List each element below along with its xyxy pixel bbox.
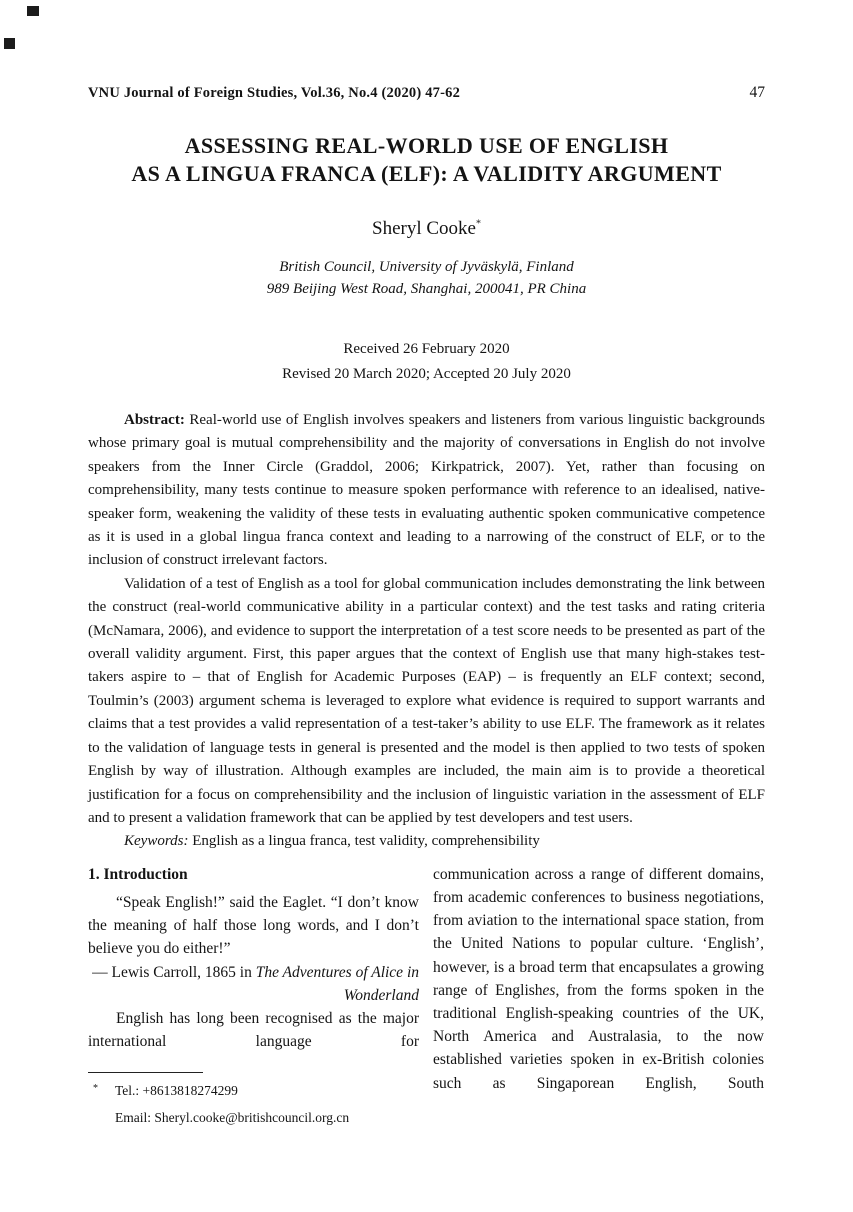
author-line — [88, 218, 765, 240]
footnote — [88, 1072, 438, 1127]
right-column — [433, 863, 764, 1095]
intro-paragraph-right-text: communication across a range of different domains, from academic conferences to business negotiations, from aviation to the international space station, from the United Nations to popular culture. ‘English’, however, is a broad term that encapsulates a growing range of English — [433, 865, 764, 999]
abstract-paragraph-2: Validation of a test of English as a tool for global communication includes demonstrating the link between the construct (real-world communicative ability in a particular context) and the test tasks and rating criteria (McNamara, 2006), and evidence to support the interpretation of a test score needs to be presented as part of the overall validity argument. First, this paper argues that the context of English use that many high-stakes test-takers aspire to – that of English for Academic Purposes (EAP) – is frequently an ELF context; second, Toulmin’s (2003) argument schema is leveraged to explore what evidence is required to support warrants and claims that a test provides a valid representation of a test-taker’s ability to use ELF. The framework as it relates to the validation of language tests in general is presented and the model is then applied to two tests of spoken English by way of illustration. Although examples are included, the main aim is to provide a theoretical justification for a focus on comprehensibility and the inclusion of linguistic variation in the assessment of ELF and to present a validation framework that can be applied by test developers and test users. — [88, 575, 765, 826]
affiliation-line1: British Council, University of Jyväskylä, Finland — [279, 259, 574, 275]
attribution-text: — Lewis Carroll, 1865 in — [92, 963, 256, 981]
affiliation — [88, 257, 765, 300]
epigraph-attribution — [88, 961, 419, 1007]
paper-title-line2: AS A LINGUA FRANCA (ELF): A VALIDITY ARGUMENT — [131, 161, 722, 186]
footnote-marker: * — [93, 1083, 98, 1094]
attribution-book-title: The Adventures of Alice in Wonderland — [255, 963, 419, 1004]
article-dates — [88, 337, 765, 387]
keywords-text: English as a lingua franca, test validity, comprehensibility — [188, 833, 540, 850]
epigraph-quote: “Speak English!” said the Eaglet. “I don’t know the meaning of half those long words, and I don’t believe you do either!” — [88, 893, 419, 958]
keywords — [88, 830, 765, 853]
paper-title — [88, 132, 765, 188]
abstract-paragraph-1-text: Real-world use of English involves speakers and listeners from various linguistic backgrounds whose primary goal is mutual comprehensibility and the majority of conversations in English do not involve speakers from the Inner Circle (Graddol, 2006; Kirkpatrick, 2007). Yet, rather than focusing on comprehensibility, many tests continue to measure spoken performance with reference to an idealised, native-speaker form, weakening the validity of these tests in evaluating authentic spoken communicative competence as it is used in a global lingua franca context and leading to a narrowing of the construct of ELF, or to the inclusion of construct irrelevant factors. — [88, 412, 766, 569]
left-column — [88, 863, 419, 1095]
scan-artifact — [27, 6, 39, 16]
intro-paragraph-right-italic: es — [542, 981, 556, 999]
footnote-email — [88, 1109, 438, 1127]
scan-artifact — [4, 38, 15, 49]
footnote-email-text: Email: Sheryl.cooke@britishcouncil.org.cn — [115, 1110, 350, 1125]
abstract-label: Abstract: — [124, 412, 185, 428]
intro-paragraph-right-text-2: , from the forms spoken in the traditional English-speaking countries of the UK, North America and Australasia, to the now established varieties spoken in ex-British colonies such as Singaporean English, South — [433, 981, 764, 1092]
received-date: Received 26 February 2020 — [343, 341, 510, 357]
page-number: 47 — [749, 84, 765, 101]
revised-accepted-date: Revised 20 March 2020; Accepted 20 July 2020 — [282, 366, 571, 382]
author-footnote-marker: * — [475, 218, 481, 230]
affiliation-line2: 989 Beijing West Road, Shanghai, 200041, PR China — [266, 280, 587, 297]
abstract-paragraph-1 — [88, 409, 765, 573]
journal-citation: VNU Journal of Foreign Studies, Vol.36, No.4 (2020) 47-62 — [88, 85, 461, 101]
two-column-body — [88, 863, 765, 1095]
footnote-tel — [88, 1082, 438, 1100]
page-header — [88, 0, 765, 102]
paper-title-line1: ASSESSING REAL-WORLD USE OF ENGLISH — [184, 133, 669, 158]
section-heading-introduction: 1. Introduction — [88, 865, 188, 883]
intro-paragraph-left: English has long been recognised as the major international language for — [88, 1009, 419, 1051]
keywords-label: Keywords: — [124, 833, 189, 850]
footnote-rule — [88, 1072, 203, 1073]
intro-paragraph-right — [433, 863, 764, 1095]
abstract — [88, 409, 765, 830]
author-name: Sheryl Cooke — [372, 218, 476, 239]
footnote-tel-text: Tel.: +8613818274299 — [115, 1083, 238, 1098]
